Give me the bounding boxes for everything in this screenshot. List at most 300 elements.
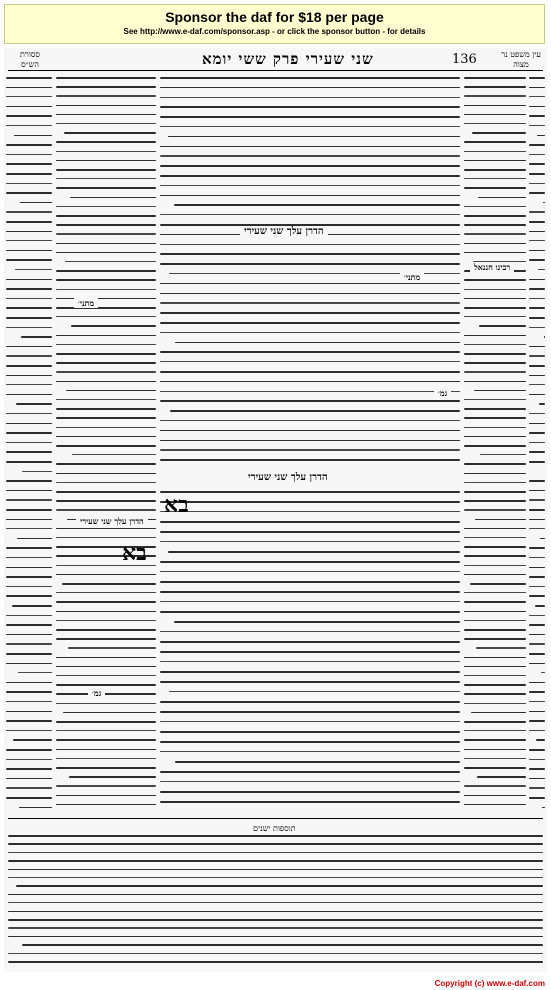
text-line: [56, 601, 156, 603]
margin-label-left: ססורת הש״ס: [20, 50, 40, 69]
rashi-commentary: [56, 74, 156, 810]
text-line: [68, 647, 156, 648]
text-line: [160, 591, 460, 593]
text-line: [6, 451, 52, 453]
text-line: [56, 436, 156, 438]
text-line: [464, 436, 526, 438]
text-line: [464, 224, 526, 226]
text-line: [480, 454, 526, 455]
text-line: [160, 611, 460, 613]
text-line: [160, 741, 460, 743]
text-line: [464, 767, 526, 769]
text-line: [464, 206, 526, 207]
text-line: [56, 638, 156, 640]
text-line: [6, 231, 52, 233]
text-line: [175, 761, 460, 763]
text-line: [529, 298, 545, 299]
text-line: [6, 595, 52, 597]
text-line: [529, 480, 545, 482]
text-line: [160, 671, 460, 673]
text-line: [6, 125, 52, 126]
text-line: [6, 730, 52, 731]
margin-column-right: [529, 74, 545, 810]
text-line: [529, 192, 545, 194]
text-line: [56, 105, 156, 107]
text-line: [6, 576, 52, 578]
text-line: [529, 154, 545, 155]
text-line: [6, 797, 52, 799]
text-line: [6, 643, 52, 644]
text-line: [464, 758, 526, 759]
text-line: [529, 211, 545, 212]
text-line: [529, 413, 545, 414]
text-line: [529, 423, 545, 425]
text-line: [160, 751, 460, 752]
text-line: [56, 233, 156, 234]
text-line: [160, 351, 460, 353]
text-line: [464, 408, 526, 410]
text-line: [56, 353, 156, 355]
text-line: [529, 797, 545, 799]
sponsor-title[interactable]: Sponsor the daf for $18 per page: [165, 9, 384, 25]
text-line: [529, 183, 545, 184]
text-line: [66, 390, 156, 392]
text-line: [464, 427, 526, 428]
text-line: [160, 781, 460, 782]
text-line: [6, 567, 52, 569]
text-line: [464, 114, 526, 116]
text-line: [529, 643, 545, 644]
text-line: [538, 269, 545, 270]
text-line: [6, 298, 52, 299]
text-line: [56, 316, 156, 317]
text-line: [529, 490, 545, 492]
text-line: [160, 195, 460, 197]
text-line: [464, 335, 526, 337]
text-line: [160, 155, 460, 156]
header-rule: [8, 70, 543, 71]
text-line: [464, 233, 526, 234]
text-line: [160, 116, 460, 118]
text-line: [529, 499, 545, 500]
text-line: [160, 459, 460, 461]
text-line: [8, 927, 543, 928]
text-line: [160, 561, 460, 563]
sponsor-banner[interactable]: [4, 4, 545, 44]
text-line: [12, 605, 52, 607]
text-line: [464, 215, 526, 217]
text-line: [543, 202, 545, 204]
text-line: [56, 399, 156, 400]
text-line: [464, 592, 526, 593]
text-line: [6, 288, 52, 290]
text-line: [56, 758, 156, 759]
text-line: [8, 961, 543, 963]
text-line: [6, 375, 52, 377]
text-line: [6, 490, 52, 492]
text-line: [464, 316, 526, 317]
text-line: [63, 712, 156, 714]
text-line: [168, 551, 460, 553]
text-line: [8, 869, 543, 871]
text-line: [541, 672, 545, 673]
text-line: [6, 461, 52, 463]
text-line: [160, 541, 460, 542]
text-line: [464, 565, 526, 566]
text-line: [529, 634, 545, 636]
text-line: [160, 175, 460, 177]
text-line: [539, 403, 545, 405]
text-line: [56, 657, 156, 659]
text-line: [6, 586, 52, 587]
text-line: [529, 768, 545, 770]
text-line: [529, 749, 545, 751]
text-line: [542, 807, 545, 809]
text-line: [6, 663, 52, 665]
text-line: [464, 151, 526, 152]
main-text-lower: [160, 488, 460, 810]
text-line: [471, 712, 526, 714]
text-line: [56, 160, 156, 162]
text-line: [529, 691, 545, 693]
text-line: [464, 298, 526, 300]
text-line: [8, 843, 543, 845]
text-line: [21, 336, 52, 338]
text-line: [464, 601, 526, 603]
text-line: [56, 693, 156, 695]
text-line: [529, 173, 545, 175]
text-line: [529, 115, 545, 117]
text-line: [529, 567, 545, 569]
margin-label-right: עין משפט נר מצוה: [501, 50, 541, 69]
text-line: [6, 77, 52, 79]
text-line: [6, 87, 52, 89]
text-line: [56, 537, 156, 538]
text-line: [529, 144, 545, 146]
text-line: [56, 749, 156, 751]
text-line: [477, 776, 526, 778]
text-line: [160, 165, 460, 167]
text-line: [56, 417, 156, 419]
text-line: [160, 391, 460, 392]
text-line: [70, 197, 156, 199]
text-line: [56, 215, 156, 217]
text-line: [56, 335, 156, 337]
text-line: [464, 77, 526, 79]
text-line: [464, 509, 526, 510]
text-line: [64, 132, 156, 134]
text-line: [160, 449, 460, 450]
text-line: [6, 365, 52, 367]
rabbeinu-chananel-heading: רבינו חננאל: [470, 262, 514, 272]
hadran-heading: הדרן עלך שני שעירי: [240, 226, 328, 237]
text-line: [56, 114, 156, 116]
hadran-heading-rashi: הדרן עלך שני שעירי: [76, 516, 148, 526]
text-line: [56, 574, 156, 576]
text-line: [464, 629, 526, 631]
page-number: 136: [452, 52, 477, 67]
text-line: [464, 463, 526, 465]
text-line: [529, 759, 545, 760]
text-line: [160, 302, 460, 303]
text-line: [529, 259, 545, 261]
text-line: [8, 902, 543, 903]
text-line: [529, 384, 545, 385]
text-line: [464, 795, 526, 797]
text-line: [464, 666, 526, 668]
text-line: [6, 711, 52, 713]
text-line: [529, 711, 545, 713]
text-line: [160, 791, 460, 793]
text-line: [160, 631, 460, 632]
text-line: [529, 787, 545, 788]
margin-column-left: [6, 74, 52, 810]
talmud-page: [4, 48, 547, 972]
text-line: [160, 146, 460, 148]
text-line: [464, 804, 526, 806]
text-line: [17, 538, 52, 540]
text-line: [6, 778, 52, 780]
text-line: [16, 403, 52, 405]
text-line: [160, 651, 460, 653]
text-line: [160, 106, 460, 108]
mishnah-marker: מתני׳: [400, 272, 424, 282]
text-line: [174, 621, 460, 623]
text-line: [6, 691, 52, 693]
text-line: [6, 528, 52, 529]
text-line: [540, 538, 545, 540]
text-line: [464, 381, 526, 383]
text-line: [160, 361, 460, 362]
text-line: [160, 491, 460, 493]
text-line: [20, 202, 52, 204]
text-line: [8, 852, 543, 853]
text-line: [464, 500, 526, 502]
text-line: [160, 381, 460, 383]
text-line: [18, 672, 52, 673]
text-line: [56, 703, 156, 704]
text-line: [6, 106, 52, 108]
text-line: [6, 720, 52, 722]
text-line: [529, 451, 545, 453]
text-line: [160, 531, 460, 533]
text-line: [464, 620, 526, 621]
text-line: [464, 362, 526, 364]
text-line: [529, 701, 545, 702]
text-line: [56, 509, 156, 510]
text-line: [160, 521, 460, 523]
text-line: [6, 442, 52, 443]
text-line: [6, 519, 52, 521]
text-line: [8, 911, 543, 913]
text-line: [56, 141, 156, 143]
text-line: [464, 684, 526, 686]
text-line: [529, 615, 545, 616]
text-line: [464, 123, 526, 124]
text-line: [160, 501, 460, 503]
text-line: [529, 231, 545, 233]
text-line: [56, 785, 156, 786]
text-line: [56, 298, 156, 300]
text-line: [160, 371, 460, 373]
text-line: [160, 601, 460, 602]
text-line: [529, 519, 545, 521]
text-line: [464, 739, 526, 741]
text-line: [464, 491, 526, 493]
large-initial-word-rashi: בא: [122, 540, 147, 566]
hadran-heading-lower: הדרן עלך שני שעירי: [244, 472, 332, 483]
text-line: [56, 795, 156, 797]
text-line: [56, 270, 156, 272]
text-line: [160, 420, 460, 421]
text-line: [464, 445, 526, 447]
text-line: [6, 682, 52, 684]
text-line: [464, 187, 526, 189]
text-line: [160, 801, 460, 803]
text-line: [56, 675, 156, 676]
text-line: [529, 442, 545, 443]
text-line: [6, 211, 52, 212]
text-line: [56, 307, 156, 309]
text-line: [6, 163, 52, 165]
text-line: [6, 250, 52, 252]
text-line: [65, 261, 156, 262]
text-line: [6, 96, 52, 97]
text-line: [6, 615, 52, 616]
text-line: [6, 509, 52, 511]
text-line: [160, 283, 460, 285]
text-line: [56, 629, 156, 631]
text-line: [56, 491, 156, 493]
text-line: [529, 221, 545, 223]
text-line: [56, 95, 156, 96]
text-line: [464, 537, 526, 538]
text-line: [479, 325, 526, 327]
text-line: [160, 253, 460, 255]
text-line: [6, 327, 52, 328]
tosafot-commentary: [464, 74, 526, 810]
text-line: [8, 877, 543, 878]
text-line: [160, 332, 460, 333]
text-line: [6, 115, 52, 117]
text-line: [529, 663, 545, 665]
text-line: [464, 307, 526, 309]
text-line: [56, 86, 156, 88]
text-line: [464, 546, 526, 548]
text-line: [529, 547, 545, 549]
text-line: [6, 768, 52, 770]
text-line: [6, 183, 52, 184]
text-line: [56, 739, 156, 741]
text-line: [56, 804, 156, 806]
text-line: [529, 355, 545, 356]
text-line: [8, 894, 543, 896]
text-line: [56, 178, 156, 179]
text-line: [56, 500, 156, 502]
text-line: [529, 375, 545, 377]
text-line: [529, 125, 545, 126]
text-line: [160, 681, 460, 683]
text-line: [464, 528, 526, 530]
text-line: [464, 371, 526, 372]
text-line: [69, 776, 156, 778]
text-line: [160, 87, 460, 89]
text-line: [529, 106, 545, 108]
rashi-gemara-marker: גמ׳: [88, 688, 105, 698]
text-line: [56, 666, 156, 668]
text-line: [160, 77, 460, 79]
text-line: [6, 749, 52, 751]
text-line: [160, 771, 460, 773]
page-title: שני שעירי פרק ששי יומא: [202, 50, 374, 68]
text-line: [22, 471, 52, 472]
text-line: [13, 739, 52, 741]
text-line: [8, 919, 543, 921]
text-line: [56, 611, 156, 613]
text-line: [160, 701, 460, 703]
copyright-notice[interactable]: Copyright (c) www.e-daf.com: [434, 979, 545, 988]
text-line: [56, 252, 156, 254]
text-line: [56, 279, 156, 281]
bottom-commentary: [8, 832, 543, 964]
text-line: [160, 511, 460, 512]
text-line: [464, 749, 526, 751]
text-line: [6, 624, 52, 626]
text-line: [175, 342, 460, 344]
text-line: [475, 519, 526, 521]
text-line: [6, 346, 52, 348]
text-line: [464, 169, 526, 171]
text-line: [529, 528, 545, 529]
text-line: [56, 730, 156, 731]
text-line: [529, 279, 545, 281]
main-text-upper: [160, 74, 460, 466]
text-line: [529, 432, 545, 434]
text-line: [56, 243, 156, 245]
text-line: [464, 252, 526, 254]
text-line: [529, 730, 545, 731]
text-line: [6, 355, 52, 356]
text-line: [529, 461, 545, 463]
text-line: [464, 95, 526, 96]
text-line: [529, 365, 545, 367]
text-line: [56, 151, 156, 152]
text-line: [529, 163, 545, 165]
text-line: [529, 682, 545, 684]
text-line: [160, 244, 460, 245]
text-line: [160, 312, 460, 314]
text-line: [160, 126, 460, 127]
sponsor-subtitle[interactable]: See http://www.e-daf.com/sponsor.asp - or click the sponsor button - for details: [123, 27, 426, 36]
text-line: [464, 86, 526, 88]
text-line: [470, 583, 526, 585]
text-line: [56, 206, 156, 207]
text-line: [14, 135, 52, 137]
text-line: [529, 576, 545, 578]
text-line: [160, 293, 460, 295]
text-line: [464, 703, 526, 704]
text-line: [56, 482, 156, 483]
text-line: [169, 691, 460, 692]
text-line: [529, 653, 545, 655]
text-line: [56, 721, 156, 723]
text-line: [160, 731, 460, 733]
text-line: [6, 634, 52, 636]
large-initial-word: בא: [164, 492, 189, 518]
text-line: [529, 87, 545, 89]
text-line: [160, 97, 460, 98]
text-line: [56, 344, 156, 345]
